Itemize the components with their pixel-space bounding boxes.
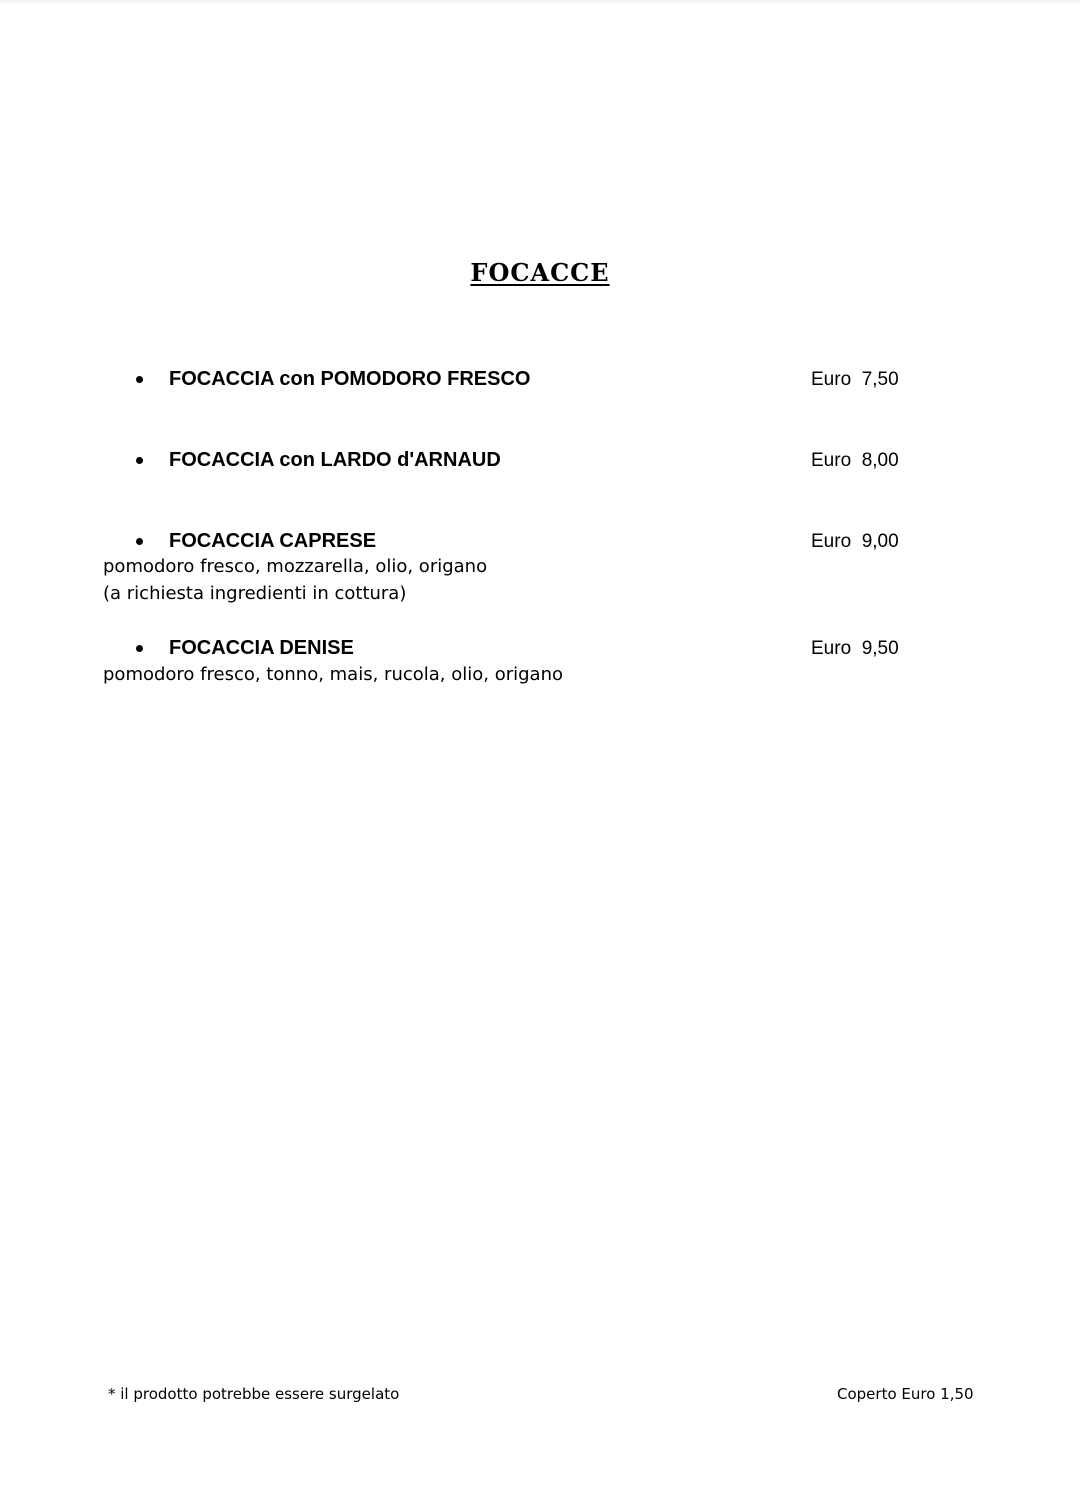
bullet-icon bbox=[136, 457, 143, 464]
cover-charge: Coperto Euro 1,50 bbox=[837, 1385, 974, 1403]
frozen-product-note: * il prodotto potrebbe essere surgelato bbox=[108, 1385, 400, 1403]
item-description: (a richiesta ingredienti in cottura) bbox=[103, 583, 407, 604]
item-description: pomodoro fresco, tonno, mais, rucola, olio, origano bbox=[103, 664, 563, 685]
item-name: FOCACCIA DENISE bbox=[169, 637, 354, 659]
item-name: FOCACCIA con LARDO d'ARNAUD bbox=[169, 449, 501, 471]
item-price: Euro 9,00 bbox=[811, 531, 899, 552]
bullet-icon bbox=[136, 645, 143, 652]
item-price: Euro 9,50 bbox=[811, 638, 899, 659]
item-name: FOCACCIA con POMODORO FRESCO bbox=[169, 368, 531, 390]
item-price: Euro 7,50 bbox=[811, 369, 899, 390]
item-description: pomodoro fresco, mozzarella, olio, origano bbox=[103, 556, 488, 577]
page-top-edge bbox=[0, 0, 1080, 4]
bullet-icon bbox=[136, 376, 143, 383]
item-price: Euro 8,00 bbox=[811, 450, 899, 471]
bullet-icon bbox=[136, 538, 143, 545]
item-name: FOCACCIA CAPRESE bbox=[169, 530, 377, 552]
menu-title: FOCACCE bbox=[470, 258, 610, 287]
